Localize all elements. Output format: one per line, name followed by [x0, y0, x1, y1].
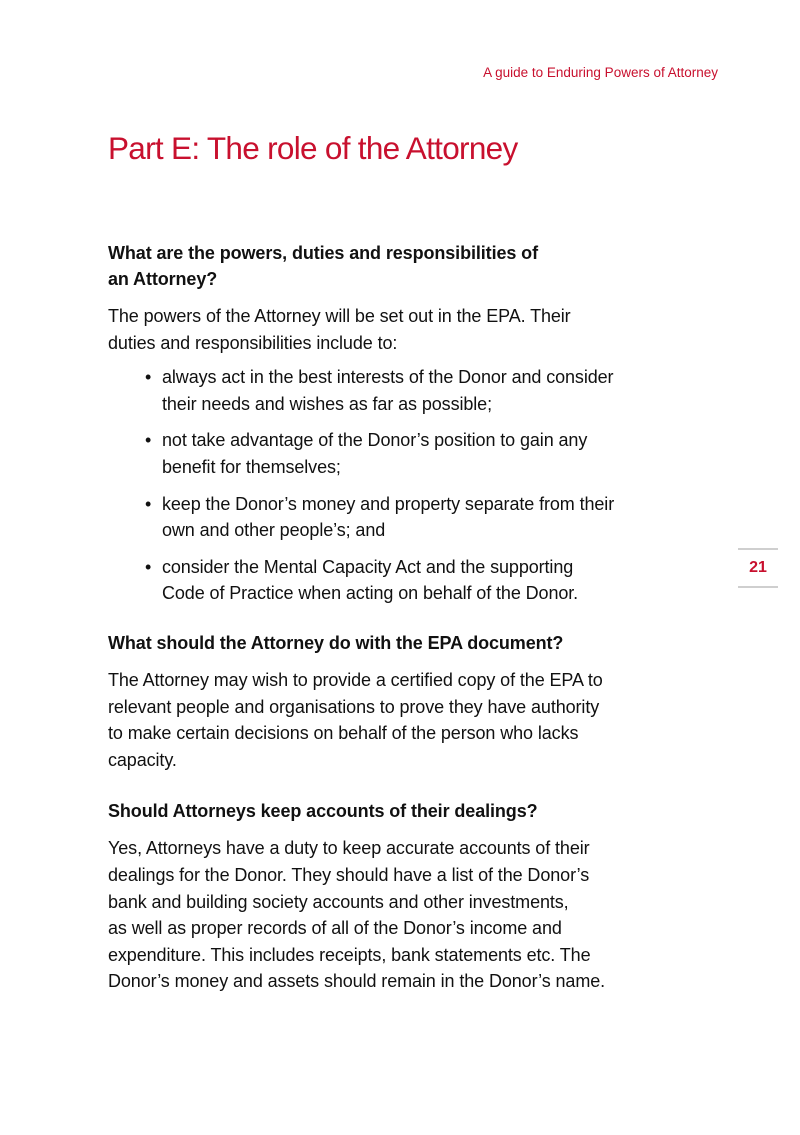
bullet-line: own and other people’s; and [162, 520, 386, 541]
paragraph-line: capacity. [108, 749, 177, 770]
paragraph-line: bank and building society accounts and other investments, [108, 891, 569, 912]
section-body-paragraph [108, 835, 708, 995]
paragraph-line: dealings for the Donor. They should have a list of the Donor’s [108, 864, 590, 885]
bullet-item-no-advantage [145, 427, 708, 480]
heading-line: an Attorney? [108, 269, 218, 289]
section-body-paragraph [108, 667, 708, 773]
bullet-line: their needs and wishes as far as possible; [162, 393, 492, 414]
bullet-line: keep the Donor’s money and property separate from their [162, 493, 615, 514]
section-spacer [108, 617, 708, 630]
bullet-item-best-interests [145, 364, 708, 417]
section-spacer [108, 773, 708, 798]
heading-line: Should Attorneys keep accounts of their dealings? [108, 801, 538, 822]
page-title: Part E: The role of the Attorney [108, 130, 518, 166]
heading-line: What should the Attorney do with the EPA document? [108, 632, 564, 653]
bullet-marker: • [145, 367, 152, 388]
paragraph-line: relevant people and organisations to prove they have authority [108, 696, 600, 717]
heading-line: What are the powers, duties and responsibilities of [108, 243, 538, 263]
paragraph-line: expenditure. This includes receipts, bank statements etc. The [108, 944, 591, 965]
bullet-marker: • [145, 493, 152, 514]
section-heading-powers-duties [108, 240, 708, 292]
bullet-line: always act in the best interests of the Donor and consider [162, 367, 614, 388]
bullet-item-separate-money [145, 491, 708, 544]
page-content [108, 240, 708, 995]
bullet-item-mental-capacity-act [145, 554, 708, 607]
running-header: A guide to Enduring Powers of Attorney [483, 65, 718, 80]
section-heading-epa-document [108, 630, 708, 656]
section-intro-paragraph [108, 303, 708, 356]
paragraph-line: The powers of the Attorney will be set out in the EPA. Their [108, 306, 571, 326]
bullet-line: not take advantage of the Donor’s position to gain any [162, 430, 588, 451]
paragraph-line: duties and responsibilities include to: [108, 332, 398, 353]
paragraph-line: to make certain decisions on behalf of the person who lacks [108, 723, 579, 744]
bullet-line: Code of Practice when acting on behalf of the Donor. [162, 583, 579, 604]
paragraph-line: The Attorney may wish to provide a certified copy of the EPA to [108, 669, 603, 690]
paragraph-line: Yes, Attorneys have a duty to keep accurate accounts of their [108, 838, 590, 859]
bullet-marker: • [145, 430, 152, 451]
paragraph-line: Donor’s money and assets should remain in the Donor’s name. [108, 971, 606, 992]
section-heading-accounts [108, 798, 708, 824]
bullet-marker: • [145, 556, 152, 577]
bullet-line: consider the Mental Capacity Act and the supporting [162, 556, 574, 577]
paragraph-line: as well as proper records of all of the Donor’s income and [108, 918, 562, 939]
duties-bullet-list [108, 364, 708, 607]
bullet-line: benefit for themselves; [162, 456, 341, 477]
page-number: 21 [738, 548, 778, 588]
